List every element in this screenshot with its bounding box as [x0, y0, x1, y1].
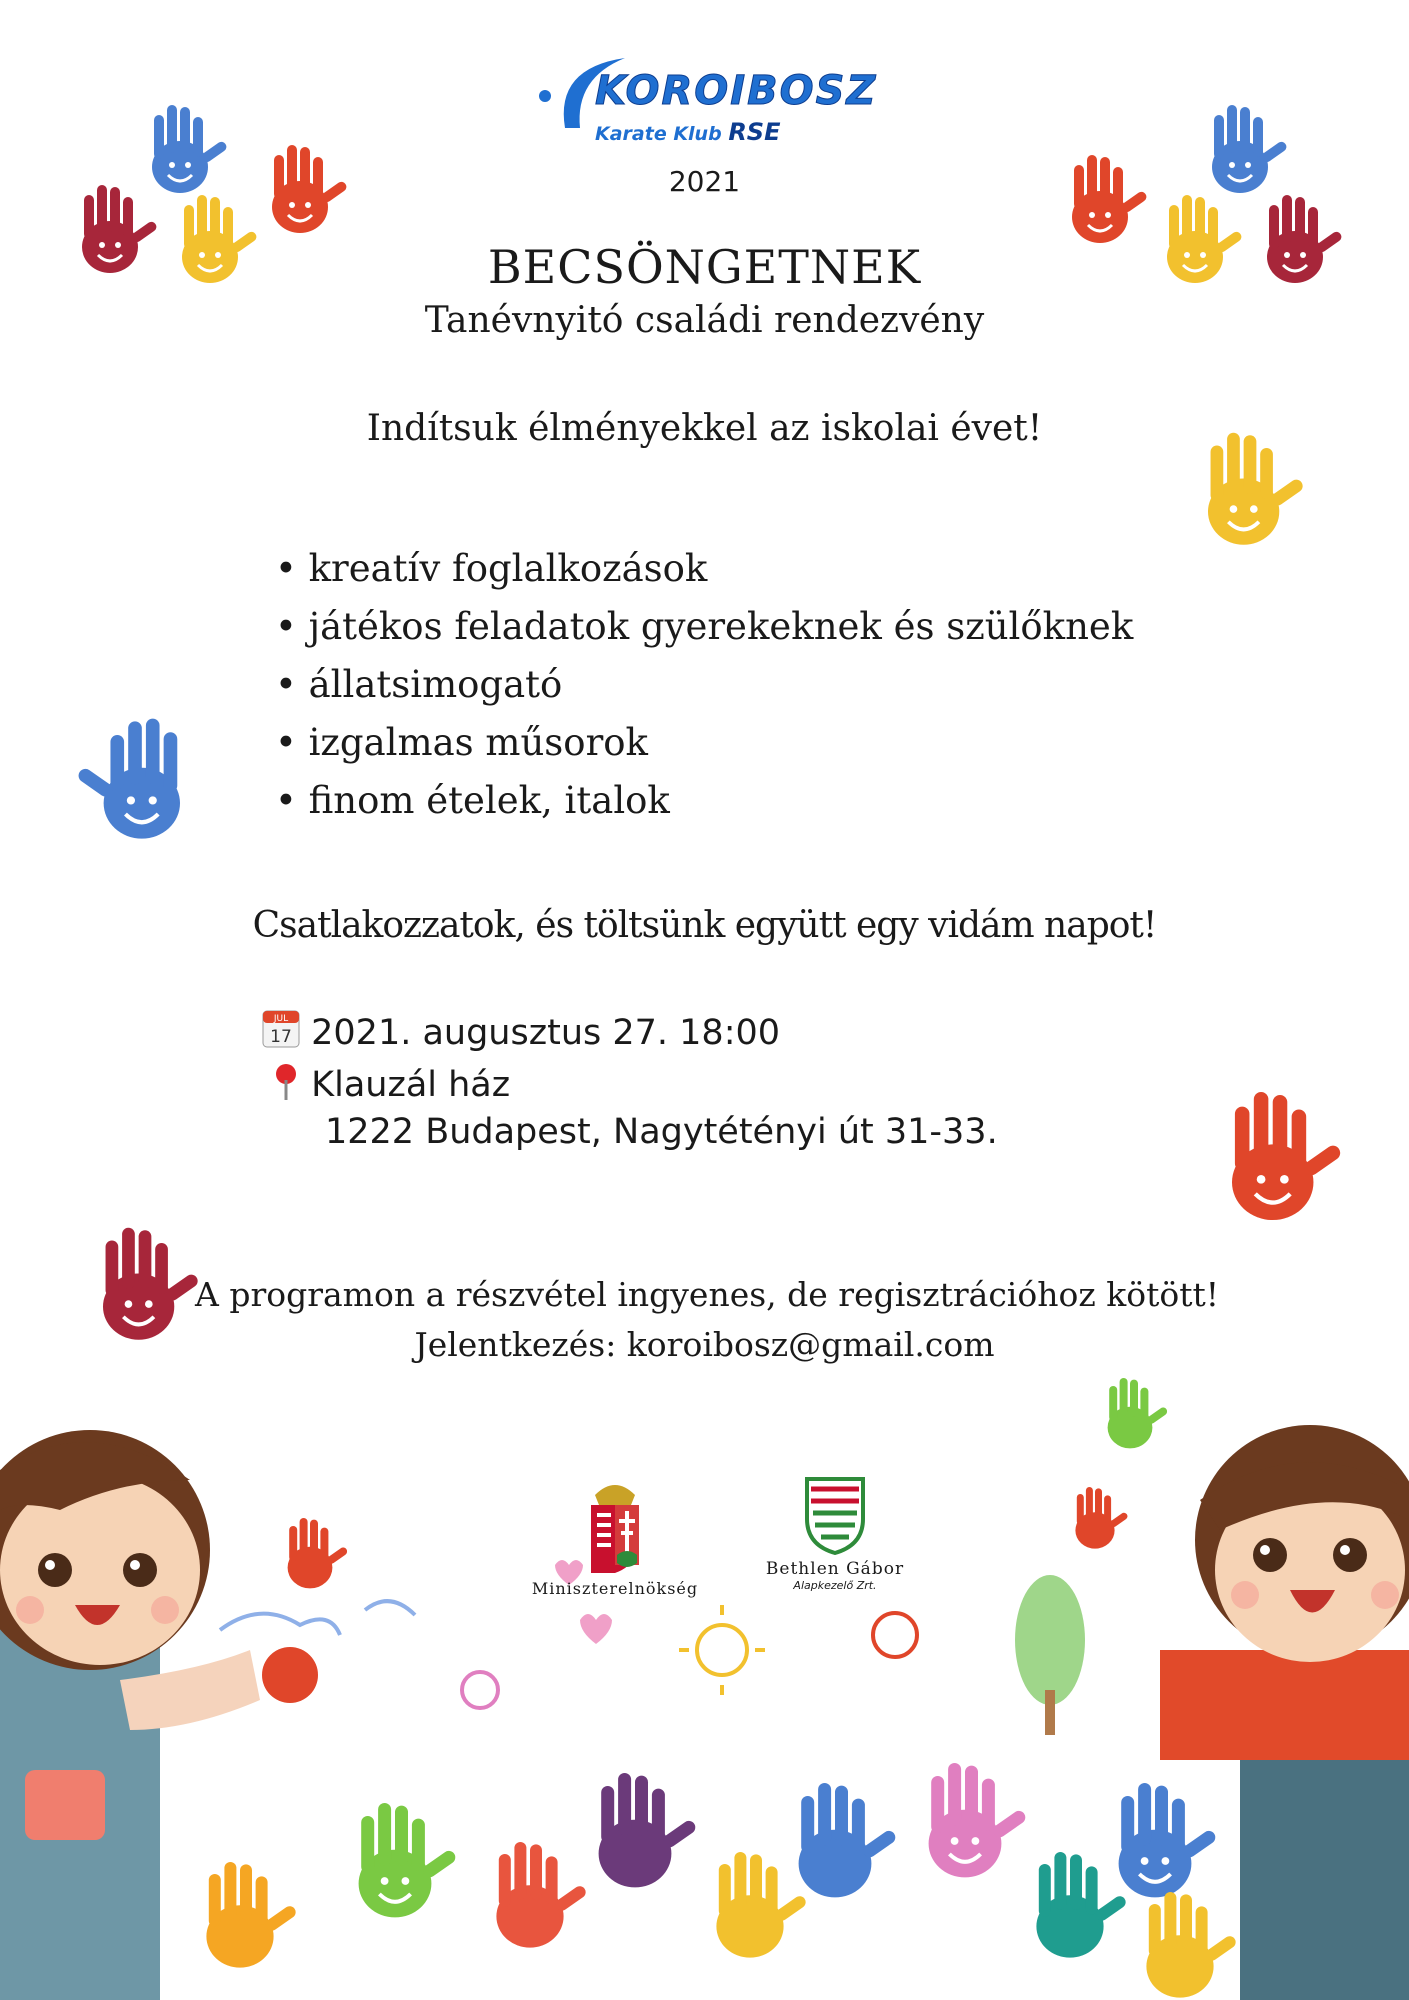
list-item: • kreatív foglalkozások: [275, 540, 1133, 598]
event-date-row: [262, 1010, 780, 1053]
list-item: • játékos feladatok gyerekeknek és szülőknek: [275, 598, 1133, 656]
event-address: 1222 Budapest, Nagytétényi út 31-33.: [325, 1112, 998, 1152]
logo-name: KOROIBOSZ: [595, 68, 878, 114]
bethlen-shield-icon: [803, 1475, 867, 1555]
ministry-label: Miniszterelnökség: [531, 1579, 699, 1598]
tagline: Indítsuk élményekkel az iskolai évet!: [366, 408, 1043, 449]
page-title: BECSÖNGETNEK: [487, 240, 922, 294]
list-item: • finom ételek, italok: [275, 772, 1133, 830]
bethlen-gabor-logo: [750, 1475, 920, 1592]
logo-subtitle: Karate Klub RSE: [595, 118, 781, 146]
bethlen-sublabel: Alapkezelő Zrt.: [793, 1579, 877, 1592]
year: 2021: [668, 165, 741, 198]
location-pin-icon: [272, 1062, 300, 1102]
svg-text:17: 17: [270, 1027, 292, 1047]
program-list: [275, 540, 1133, 830]
event-venue: Klauzál ház: [311, 1065, 511, 1105]
tree-doodle: [1015, 1575, 1085, 1735]
list-item: • izgalmas műsorok: [275, 714, 1133, 772]
ministry-logo: [505, 1475, 725, 1598]
club-logo: [535, 48, 878, 148]
hand-red-right: [1200, 1075, 1360, 1240]
children-illustration: [0, 1370, 1409, 2000]
subtitle: Tanévnyitó családi rendezvény: [424, 300, 985, 341]
girl-illustration: [0, 1430, 318, 2000]
hand-blue-left: [60, 700, 210, 860]
calendar-icon: [262, 1010, 300, 1048]
bethlen-label: Bethlen Gábor: [765, 1559, 905, 1579]
call-to-action: Csatlakozzatok, és töltsünk együtt egy vidám napot!: [252, 905, 1157, 946]
registration-note: A programon a részvétel ingyenes, de regisztrációhoz kötött!: [195, 1275, 1219, 1314]
coat-of-arms-icon: [583, 1475, 647, 1575]
event-venue-row: [272, 1062, 510, 1105]
event-datetime: 2021. augusztus 27. 18:00: [311, 1013, 781, 1053]
svg-text:JUL: JUL: [273, 1014, 289, 1024]
signup-email: Jelentkezés: koroibosz@gmail.com: [414, 1325, 995, 1364]
list-item: • állatsimogató: [275, 656, 1133, 714]
